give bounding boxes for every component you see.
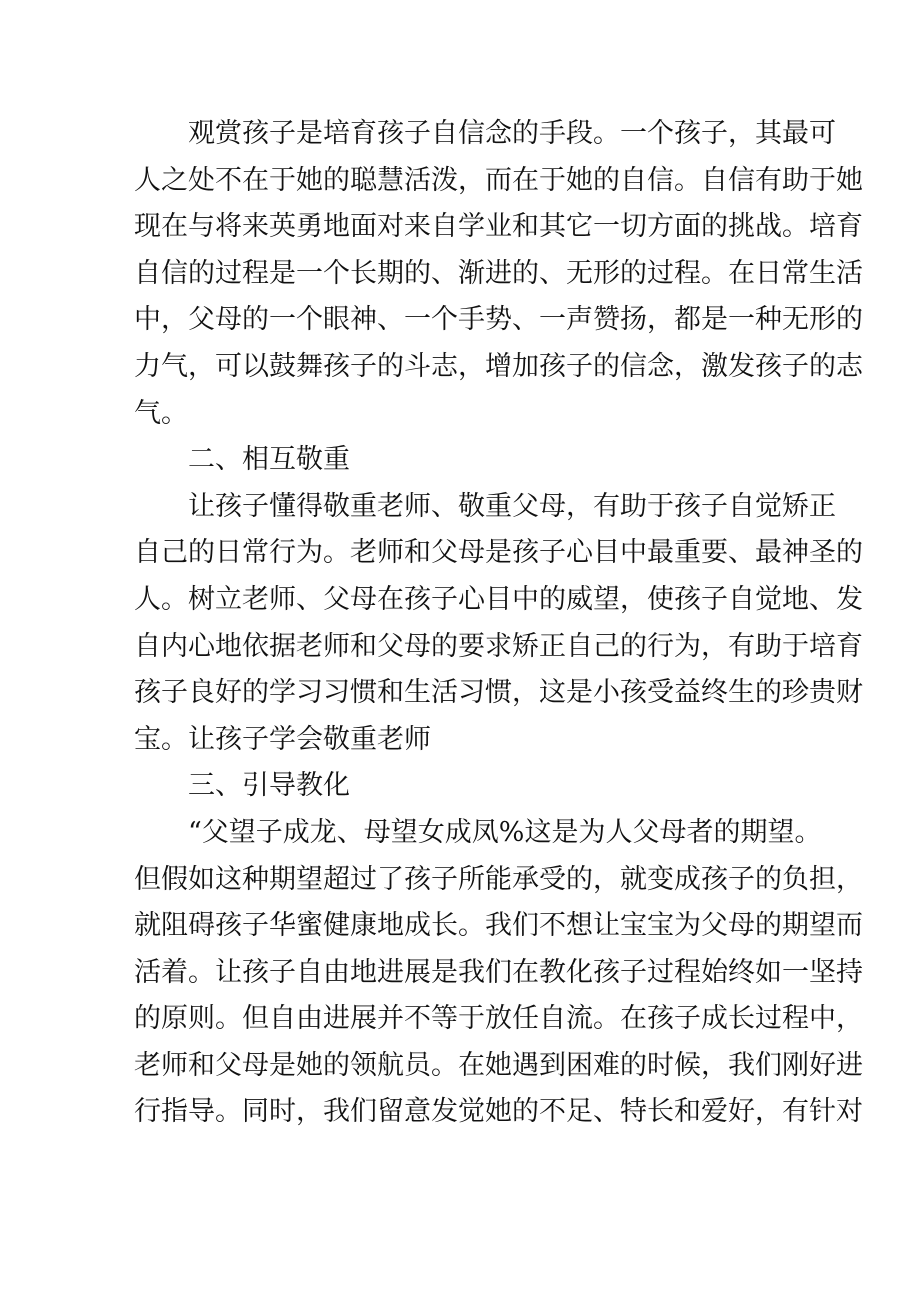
paragraph-line: 宝。让孩子学会敬重老师 xyxy=(134,723,431,755)
paragraph-line: 现在与将来英勇地面对来自学业和其它一切方面的挑战。培育 xyxy=(134,211,863,243)
paragraph-line: 孩子良好的学习习惯和生活习惯，这是小孩受益终生的珍贵财 xyxy=(134,677,863,709)
paragraph-line: 自己的日常行为。老师和父母是孩子心目中最重要、最神圣的 xyxy=(134,537,863,569)
paragraph-line: 人。树立老师、父母在孩子心目中的威望，使孩子自觉地、发 xyxy=(134,583,863,615)
paragraph-line: 的原则。但自由进展并不等于放任自流。在孩子成长过程中， xyxy=(134,1003,863,1035)
paragraph-line: 气。 xyxy=(134,397,188,429)
paragraph-line: 自信的过程是一个长期的、渐进的、无形的过程。在日常生活 xyxy=(134,257,863,289)
paragraph-line: 行指导。同时，我们留意发觉她的不足、特长和爱好，有针对 xyxy=(134,1096,863,1128)
paragraph-line: 让孩子懂得敬重老师、敬重父母，有助于孩子自觉矫正 xyxy=(188,490,836,522)
paragraph-line: 自内心地依据老师和父母的要求矫正自己的行为，有助于培育 xyxy=(134,630,863,662)
paragraph-line: 老师和父母是她的领航员。在她遇到困难的时候，我们刚好进 xyxy=(134,1049,863,1081)
paragraph-line: “父望子成龙、母望女成凤%这是为人父母者的期望。 xyxy=(188,816,822,848)
section-heading: 二、相互敬重 xyxy=(188,444,350,476)
section-heading: 三、引导教化 xyxy=(188,770,350,802)
paragraph-line: 观赏孩子是培育孩子自信念的手段。一个孩子，其最可 xyxy=(188,118,836,149)
paragraph-line: 力气，可以鼓舞孩子的斗志，增加孩子的信念，激发孩子的志 xyxy=(134,350,863,382)
document-body xyxy=(134,111,863,1136)
paragraph-line: 就阻碍孩子华蜜健康地成长。我们不想让宝宝为父母的期望而 xyxy=(134,910,863,942)
paragraph-line: 活着。让孩子自由地进展是我们在教化孩子过程始终如一坚持 xyxy=(134,956,863,988)
paragraph-line: 但假如这种期望超过了孩子所能承受的，就变成孩子的负担， xyxy=(134,863,863,895)
paragraph-line: 人之处不在于她的聪慧活泼，而在于她的自信。自信有助于她 xyxy=(134,164,863,196)
paragraph-line: 中，父母的一个眼神、一个手势、一声赞扬，都是一种无形的 xyxy=(134,304,863,336)
